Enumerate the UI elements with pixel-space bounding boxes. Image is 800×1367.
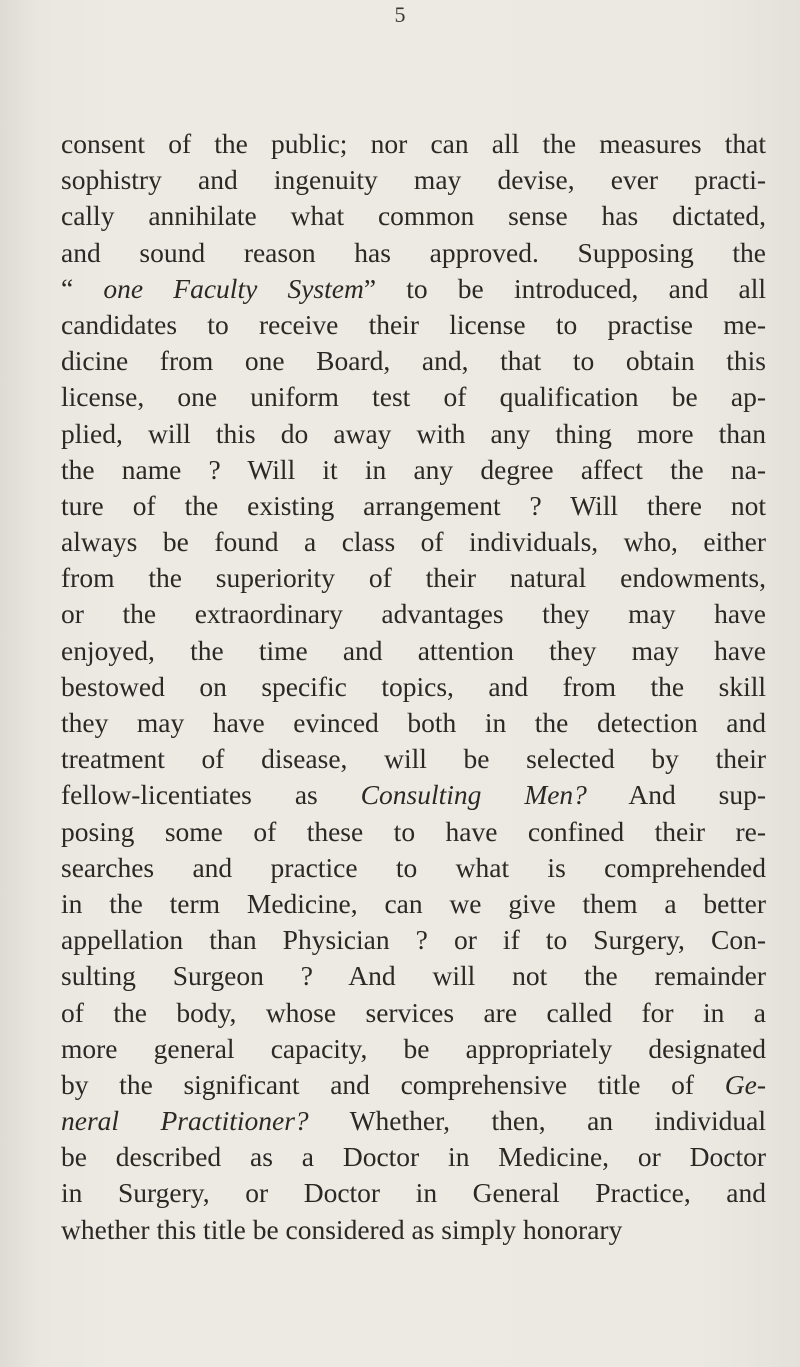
italic-text: one Faculty System — [103, 272, 364, 304]
text-segment: treatment of disease, will be selected by their — [61, 743, 766, 775]
text-segment: appellation than Physician ? or if to Surgery, Con- — [61, 924, 766, 956]
text-line — [61, 1103, 766, 1139]
text-segment: whether this title be considered as simply honorary — [61, 1213, 623, 1245]
text-segment: and sound reason has approved. Supposing the — [61, 236, 766, 268]
text-segment: searches and practice to what is comprehended — [61, 851, 766, 883]
text-line — [61, 814, 766, 850]
text-segment: candidates to receive their license to practise me- — [61, 308, 766, 340]
text-line — [61, 995, 766, 1031]
text-segment: dicine from one Board, and, that to obtain this — [61, 345, 766, 377]
text-line — [61, 596, 766, 632]
text-line — [61, 705, 766, 741]
text-segment: cally annihilate what common sense has dictated, — [61, 200, 766, 232]
text-segment: ” to be introduced, and all — [363, 272, 766, 304]
text-line — [61, 235, 766, 271]
italic-text: Ge- — [724, 1068, 766, 1100]
text-segment: plied, will this do away with any thing more than — [61, 417, 766, 449]
text-segment: of the body, whose services are called for in a — [61, 996, 766, 1028]
text-segment: enjoyed, the time and attention they may have — [61, 634, 766, 666]
text-line — [61, 126, 766, 162]
text-line — [61, 379, 766, 415]
text-segment: by the significant and comprehensive title of — [61, 1068, 725, 1100]
text-line — [61, 850, 766, 886]
text-line — [61, 307, 766, 343]
body-text — [61, 126, 766, 1248]
text-line — [61, 1067, 766, 1103]
text-line — [61, 1212, 766, 1248]
text-line — [61, 741, 766, 777]
text-line — [61, 922, 766, 958]
text-segment: be described as a Doctor in Medicine, or Doctor — [61, 1141, 766, 1173]
text-segment: they may have evinced both in the detection and — [61, 707, 766, 738]
text-segment: in Surgery, or Doctor in General Practice, and — [61, 1177, 766, 1209]
text-line — [61, 162, 766, 198]
text-segment: the name ? Will it in any degree affect the na- — [61, 453, 766, 485]
text-segment: from the superiority of their natural endowments, — [61, 562, 766, 594]
text-line — [61, 416, 766, 452]
text-line — [61, 669, 766, 705]
text-segment: ture of the existing arrangement ? Will there not — [61, 489, 766, 521]
text-segment: “ — [61, 272, 104, 304]
text-line — [61, 271, 766, 307]
text-line — [61, 488, 766, 524]
text-segment: always be found a class of individuals, who, either — [61, 526, 766, 558]
text-line — [61, 343, 766, 379]
text-segment: license, one uniform test of qualification be ap- — [61, 381, 766, 413]
text-line — [61, 524, 766, 560]
page-number: 5 — [394, 2, 406, 27]
text-segment: consent of the public; nor can all the measures that — [61, 128, 766, 159]
text-segment: And sup- — [586, 779, 767, 811]
text-line — [61, 958, 766, 994]
text-segment: posing some of these to have confined their re- — [61, 815, 766, 847]
text-line — [61, 452, 766, 488]
text-segment: more general capacity, be appropriately designated — [61, 1032, 766, 1064]
text-line — [61, 1175, 766, 1211]
italic-text: Consulting Men? — [360, 779, 587, 811]
italic-text: neral Practitioner? — [61, 1105, 309, 1137]
text-line — [61, 198, 766, 234]
text-line — [61, 886, 766, 922]
text-segment: in the term Medicine, can we give them a better — [61, 887, 766, 919]
text-line — [61, 1031, 766, 1067]
text-line — [61, 633, 766, 669]
text-segment: sulting Surgeon ? And will not the remainder — [61, 960, 766, 992]
text-segment: or the extraordinary advantages they may have — [61, 598, 766, 630]
text-segment: sophistry and ingenuity may devise, ever practi- — [61, 164, 766, 196]
text-line — [61, 560, 766, 596]
text-segment: fellow-licentiates as — [61, 779, 361, 811]
text-line — [61, 777, 766, 813]
text-line — [61, 1139, 766, 1175]
text-segment: bestowed on specific topics, and from the skill — [61, 670, 766, 702]
text-segment: Whether, then, an individual — [308, 1105, 766, 1137]
